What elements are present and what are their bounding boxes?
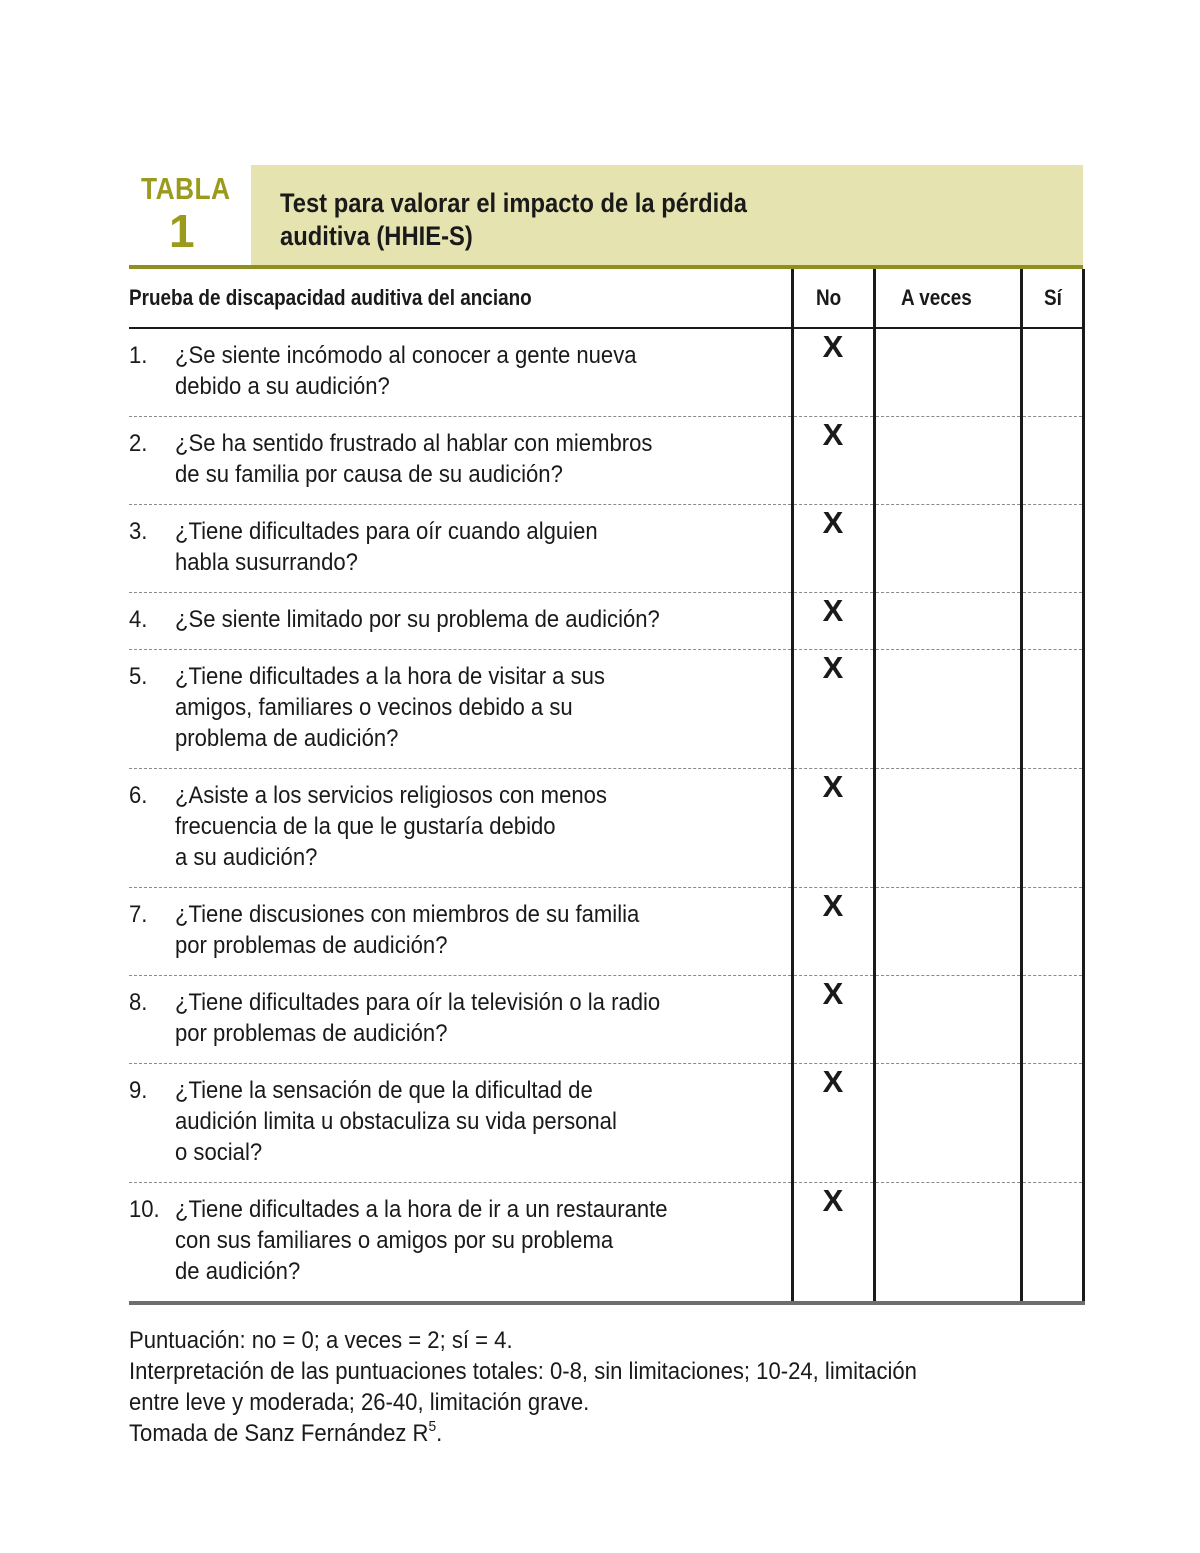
table-row [129,650,1083,769]
table-document [129,165,1083,1449]
table-row [129,1064,1083,1183]
question-cell [129,888,792,976]
answer-si-cell [1021,328,1083,417]
answer-si-cell [1021,1064,1083,1183]
answer-si-cell [1021,417,1083,505]
table-notes [129,1325,1086,1449]
question-number: 3. [129,518,148,545]
source-reference: 5 [428,1418,437,1435]
answer-a-veces-cell [874,650,1021,769]
question-cell [129,593,792,650]
question-text: ¿Tiene dificultades para oír la televisión o la radio por problemas de audición? [175,989,661,1047]
question-text: ¿Se ha sentido frustrado al hablar con miembros de su familia por causa de su audición? [175,430,653,488]
answer-no-cell: X [792,769,874,888]
question-cell [129,769,792,888]
question-cell [129,505,792,593]
question-cell [129,1183,792,1304]
answer-no-cell: X [792,1183,874,1304]
source-end: . [436,1420,443,1447]
answer-si-cell [1021,505,1083,593]
answer-a-veces-cell [874,1183,1021,1304]
table-row [129,769,1083,888]
question-cell [129,417,792,505]
question-text: ¿Asiste a los servicios religiosos con menos frecuencia de la que le gustaría debido a su audición? [175,782,607,871]
title-band [251,165,1083,265]
question-cell [129,328,792,417]
answer-a-veces-cell [874,1064,1021,1183]
answer-a-veces-cell [874,888,1021,976]
answer-a-veces-cell [874,976,1021,1064]
source-text: Tomada de Sanz Fernández R [129,1420,429,1447]
answer-no-cell: X [792,1064,874,1183]
question-number: 7. [129,901,148,928]
question-number: 8. [129,989,148,1016]
question-number: 6. [129,782,148,809]
answer-a-veces-cell [874,328,1021,417]
answer-si-cell [1021,650,1083,769]
table-label [129,165,251,265]
question-number: 9. [129,1077,148,1104]
question-text: ¿Tiene dificultades para oír cuando alguien habla susurrando? [175,518,598,576]
answer-si-cell [1021,1183,1083,1304]
table-row [129,505,1083,593]
question-text: ¿Tiene dificultades a la hora de visitar a sus amigos, familiares o vecinos debido a su problema de audición? [175,663,605,752]
answer-si-cell [1021,976,1083,1064]
answer-a-veces-cell [874,593,1021,650]
table-row [129,1183,1083,1304]
source-note [129,1418,1086,1449]
question-cell [129,650,792,769]
interpretation-note-line1: Interpretación de las puntuaciones totales: 0-8, sin limitaciones; 10-24, limitación [129,1358,917,1385]
column-header-no: No [792,269,874,328]
column-header-si: Sí [1021,269,1083,328]
answer-a-veces-cell [874,417,1021,505]
answer-a-veces-cell [874,505,1021,593]
table-row [129,888,1083,976]
question-cell [129,976,792,1064]
answer-si-cell [1021,769,1083,888]
question-number: 5. [129,663,148,690]
answer-no-cell: X [792,593,874,650]
answer-si-cell [1021,888,1083,976]
table-header-row [129,269,1083,328]
question-number: 1. [129,342,148,369]
table-row [129,417,1083,505]
hhie-table [129,269,1085,1305]
column-header-a-veces: A veces [874,269,1021,328]
answer-no-cell: X [792,650,874,769]
table-number: 1 [169,205,195,257]
question-text: ¿Tiene discusiones con miembros de su familia por problemas de audición? [175,901,640,959]
table-row [129,976,1083,1064]
column-header-question: Prueba de discapacidad auditiva del anciano [129,269,792,328]
question-text: ¿Tiene dificultades a la hora de ir a un restaurante con sus familiares o amigos por su problema de audición? [175,1196,668,1285]
answer-a-veces-cell [874,769,1021,888]
answer-no-cell: X [792,888,874,976]
question-number: 10. [129,1196,160,1223]
answer-no-cell: X [792,328,874,417]
question-number: 4. [129,606,148,633]
question-text: ¿Tiene la sensación de que la dificultad de audición limita u obstaculiza su vida personal o social? [175,1077,617,1166]
table-label-word: TABLA [141,171,231,206]
table-row [129,328,1083,417]
question-text: ¿Se siente incómodo al conocer a gente nueva debido a su audición? [175,342,637,400]
interpretation-note-line2: entre leve y moderada; 26-40, limitación grave. [129,1389,590,1416]
table-row [129,593,1083,650]
table-title: Test para valorar el impacto de la pérdida auditiva (HHIE-S) [280,188,748,251]
answer-no-cell: X [792,976,874,1064]
question-cell [129,1064,792,1183]
scoring-note: Puntuación: no = 0; a veces = 2; sí = 4. [129,1327,513,1354]
table-header [129,165,1083,269]
answer-si-cell [1021,593,1083,650]
answer-no-cell: X [792,417,874,505]
question-number: 2. [129,430,148,457]
answer-no-cell: X [792,505,874,593]
question-text: ¿Se siente limitado por su problema de audición? [175,606,660,633]
